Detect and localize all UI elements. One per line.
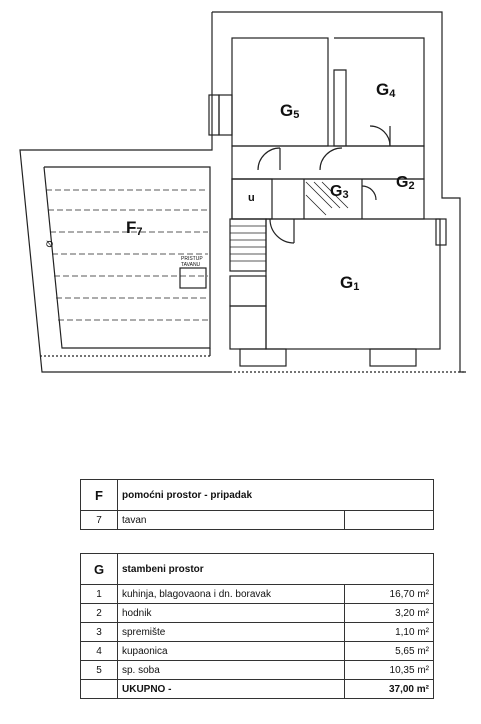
door-arc-g5 <box>258 148 280 170</box>
window-bottom-left <box>240 349 286 366</box>
row-num: 7 <box>81 511 118 530</box>
row-area: 16,70 m² <box>345 585 434 604</box>
row-num: 1 <box>81 585 118 604</box>
table-row <box>81 642 434 661</box>
label-g3: G3 <box>330 183 349 201</box>
label-f7: F7 <box>126 218 143 238</box>
row-num: 5 <box>81 661 118 680</box>
table-g-letter: G <box>81 554 118 585</box>
outer-wall-left <box>20 12 230 372</box>
label-g5: G5 <box>280 101 300 121</box>
table-row <box>81 661 434 680</box>
window-g5 <box>209 95 219 135</box>
window-bottom-right <box>370 349 416 366</box>
g1-niche <box>230 276 266 306</box>
attic-rafters <box>46 190 208 320</box>
door-arc-g3 <box>320 148 342 170</box>
table-row <box>81 511 434 530</box>
door-arc-g1 <box>270 219 294 243</box>
door-arc-g2 <box>362 186 376 200</box>
total-area: 37,00 m² <box>345 680 434 699</box>
row-name: kupaonica <box>118 642 345 661</box>
diameter-symbol: Ø <box>44 239 56 249</box>
table-row <box>81 585 434 604</box>
row-name: tavan <box>118 511 345 530</box>
table-row <box>81 604 434 623</box>
row-area: 3,20 m² <box>345 604 434 623</box>
door-arc-g4 <box>370 126 390 146</box>
window-g5-inner <box>219 95 232 135</box>
row-name: hodnik <box>118 604 345 623</box>
row-area: 1,10 m² <box>345 623 434 642</box>
stairs <box>230 219 266 271</box>
row-area: 5,65 m² <box>345 642 434 661</box>
window-g1-right <box>436 219 446 245</box>
table-row <box>81 623 434 642</box>
legend-table-f <box>80 479 434 530</box>
label-g2: G2 <box>396 174 415 192</box>
attic-access-label-2: TAVANU <box>181 262 201 268</box>
attic-access-label-1: PRISTUP <box>181 256 203 262</box>
row-name: sp. soba <box>118 661 345 680</box>
row-num: 4 <box>81 642 118 661</box>
room-g5-wall <box>232 38 328 146</box>
table-f-letter: F <box>81 480 118 511</box>
table-f-title: pomoćni prostor - pripadak <box>118 480 434 511</box>
attic-access-hatch <box>180 268 206 288</box>
table-g-title: stambeni prostor <box>118 554 434 585</box>
row-name: kuhinja, blagovaona i dn. boravak <box>118 585 345 604</box>
row-name: spremište <box>118 623 345 642</box>
label-g1: G1 <box>340 273 360 293</box>
row-num: 3 <box>81 623 118 642</box>
row-area: 10,35 m² <box>345 661 434 680</box>
row-num: 2 <box>81 604 118 623</box>
total-label: UKUPNO - <box>118 680 345 699</box>
label-g4: G4 <box>376 80 396 100</box>
g1-lower-left <box>230 306 266 349</box>
row-area <box>345 511 434 530</box>
legend-table-g <box>80 553 434 699</box>
table-total-row <box>81 680 434 699</box>
label-u: u <box>248 192 255 204</box>
